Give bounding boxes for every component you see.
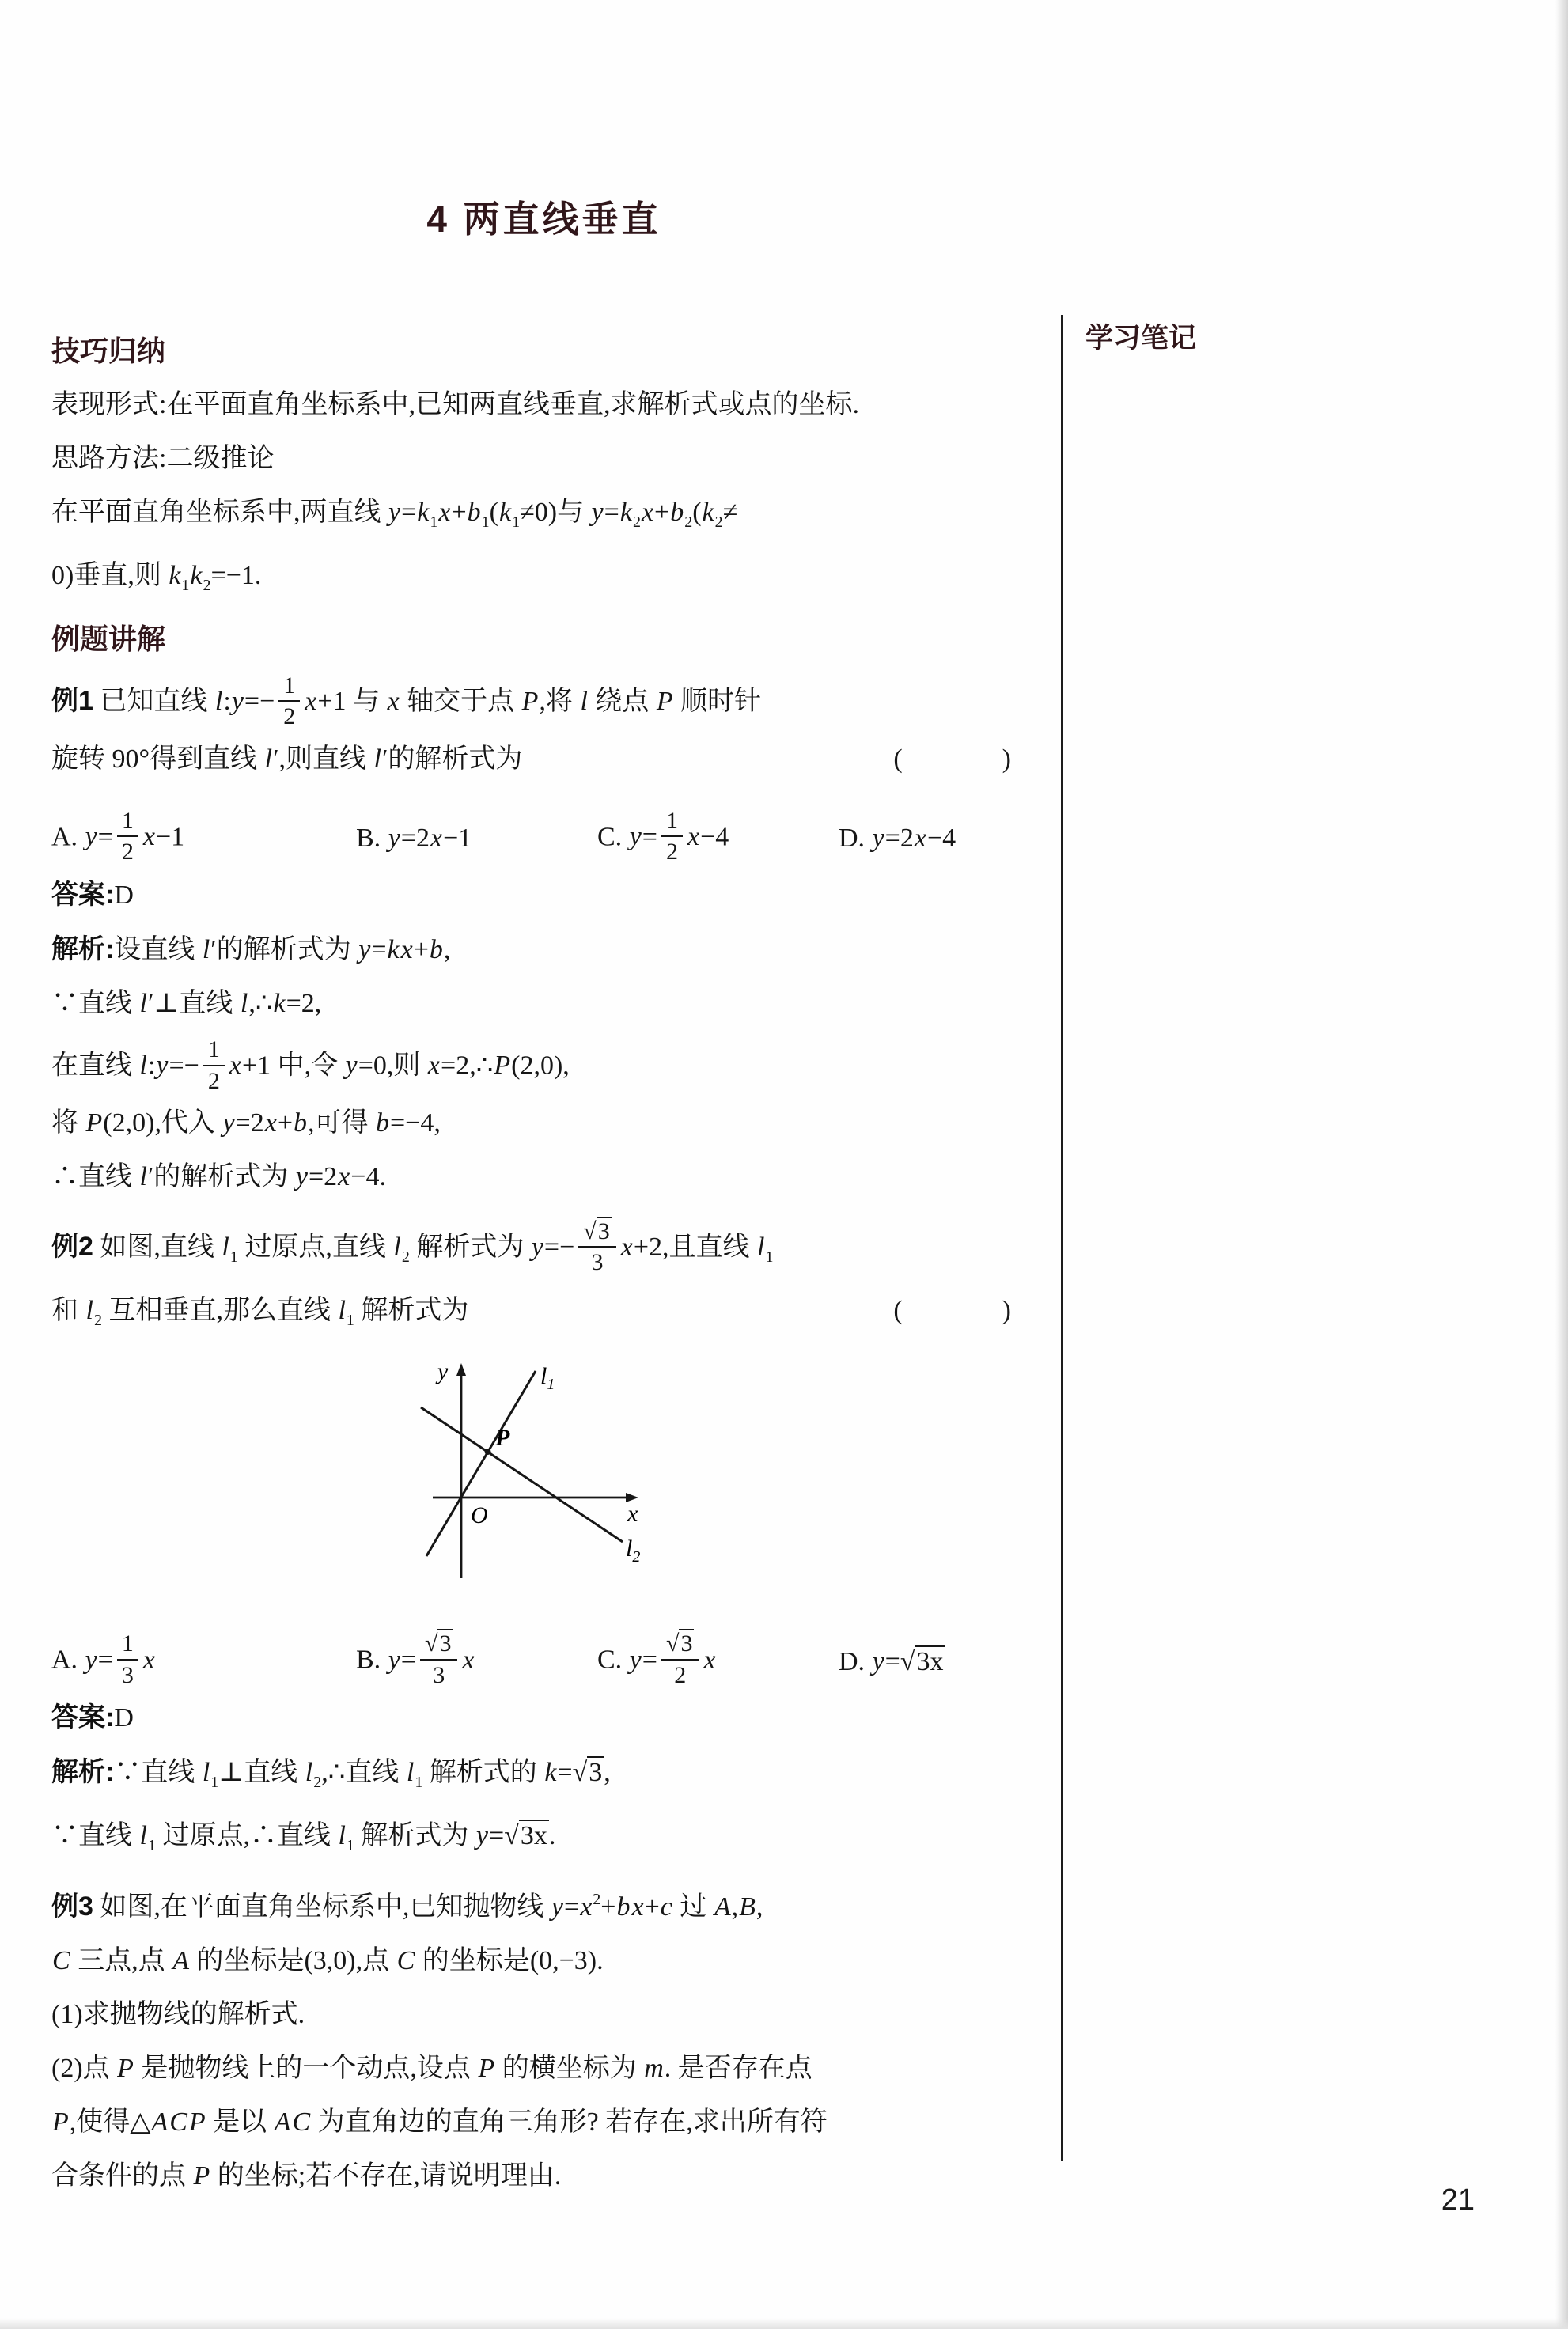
- page-title: 4 两直线垂直: [426, 199, 661, 240]
- option-c: C. y= $\frac{1}{2}$ x−4: [597, 807, 729, 865]
- example1-line-1: 例1 已知直线 l:y=− $\frac{1}{2}$ x+1 与 x 轴交于点 P,将 l 绕点 P 顺时针: [51, 672, 762, 730]
- option-b: B. y= $\frac{√3}{3}$ x: [356, 1630, 475, 1688]
- coordinate-figure-svg: [392, 1358, 694, 1621]
- page-edge-shadow-bottom: [0, 2318, 1568, 2329]
- example1-solution-3: 在直线 l:y=− $\frac{1}{2}$ x+1 中,令 y=0,则 x=2,∴P(2,0),: [51, 1036, 570, 1094]
- option-d: D. y=√3x: [839, 1646, 944, 1676]
- notes-column-header: 学习笔记: [1085, 323, 1197, 354]
- example3-question-2a: (2)点 P 是抛物线上的一个动点,设点 P 的横坐标为 m. 是否存在点: [51, 2054, 812, 2084]
- example1-solution-5: ∴直线 l′的解析式为 y=2x−4.: [51, 1162, 386, 1192]
- example1-line-2-text: 旋转 90°得到直线 l′,则直线 l′的解析式为: [51, 744, 523, 774]
- page-edge-shadow-right: [1555, 0, 1568, 2329]
- example3-question-1: (1)求抛物线的解析式.: [51, 2000, 305, 2030]
- example2-solution-2: ∵直线 $l_1$ 过原点,∴直线 $l_1$ 解析式为 y=√3x.: [51, 1821, 556, 1855]
- option-c: C. y= $\frac{√3}{2}$ x: [597, 1630, 716, 1688]
- option-d: D. y=2x−4: [839, 824, 956, 854]
- example1-line-2: [51, 733, 1036, 786]
- example1-solution-1: 解析:设直线 l′的解析式为 y=kx+b,: [51, 933, 451, 964]
- example1-answer: 答案:D: [51, 879, 134, 910]
- x-axis-label: x: [627, 1501, 638, 1528]
- example3-question-2b: P,使得△ACP 是以 AC 为直角边的直角三角形? 若存在,求出所有符: [52, 2107, 828, 2138]
- example2-line-1: 例2 如图,直线 $l_1$ 过原点,直线 $l_2$ 解析式为 y=− $\frac{√3}{3}$ x+2,且直线 $l_1$: [51, 1218, 774, 1276]
- point-p-dot: [485, 1449, 491, 1455]
- section-header-examples: 例题讲解: [51, 623, 166, 655]
- example3-question-2c: 合条件的点 P 的坐标;若不存在,请说明理由.: [51, 2161, 562, 2191]
- answer-bracket: ( ): [893, 1296, 1016, 1326]
- y-axis-label: y: [437, 1358, 449, 1385]
- skills-line-2: 思路方法:二级推论: [51, 444, 275, 473]
- section-header-skills: 技巧归纳: [51, 335, 166, 367]
- example3-line-1: 例3 如图,在平面直角坐标系中,已知抛物线 $y=x^2+bx+c$ 过 A,B,: [51, 1891, 763, 1922]
- option-a: A. y= $\frac{1}{3}$ x: [51, 1630, 155, 1688]
- l1-label: $l_1$: [540, 1363, 555, 1394]
- line-l2: [421, 1407, 623, 1542]
- example1-solution-4: 将 P(2,0),代入 y=2x+b,可得 b=−4,: [51, 1108, 441, 1138]
- page-number: 21: [1441, 2183, 1475, 2217]
- answer-bracket: ( ): [893, 744, 1016, 774]
- example2-solution-1: 解析:∵直线 $l_1\perp$直线 $l_2,\therefore$直线 $l_1$ 解析式的 k=√3,: [51, 1757, 611, 1792]
- origin-label: O: [471, 1502, 488, 1529]
- example2-answer: 答案:D: [51, 1702, 134, 1733]
- option-b: B. y=2x−1: [356, 824, 472, 854]
- y-axis-arrow: [456, 1363, 466, 1376]
- example2-line-2-text: 和 $l_2$ 互相垂直,那么直线 $l_1$ 解析式为: [51, 1296, 469, 1330]
- skills-line-1: 表现形式:在平面直角坐标系中,已知两直线垂直,求解析式或点的坐标.: [51, 390, 859, 419]
- skills-line-4: 0)垂直,则 $k_1k_2=-1$.: [51, 561, 262, 594]
- example2-options: [51, 1630, 1036, 1691]
- example1-options: [51, 807, 1036, 868]
- l2-label: $l_2$: [626, 1536, 641, 1566]
- skills-line-3: 在平面直角坐标系中,两直线 $y=k_1x+b_1(k_1\ne 0)$与 $y=k_2x+b_2(k_2\ne$: [51, 498, 738, 531]
- main-column: [51, 0, 1036, 2203]
- example2-line-2: [51, 1284, 1036, 1347]
- point-p-label: P: [495, 1425, 510, 1452]
- example3-line-2: C 三点,点 A 的坐标是(3,0),点 C 的坐标是(0,−3).: [52, 1946, 604, 1976]
- column-divider: [1061, 315, 1063, 2161]
- example1-solution-2: ∵直线 l′⊥直线 l,∴k=2,: [51, 988, 322, 1018]
- option-a: A. y= $\frac{1}{2}$ x−1: [51, 807, 185, 865]
- coordinate-figure: [392, 1358, 694, 1625]
